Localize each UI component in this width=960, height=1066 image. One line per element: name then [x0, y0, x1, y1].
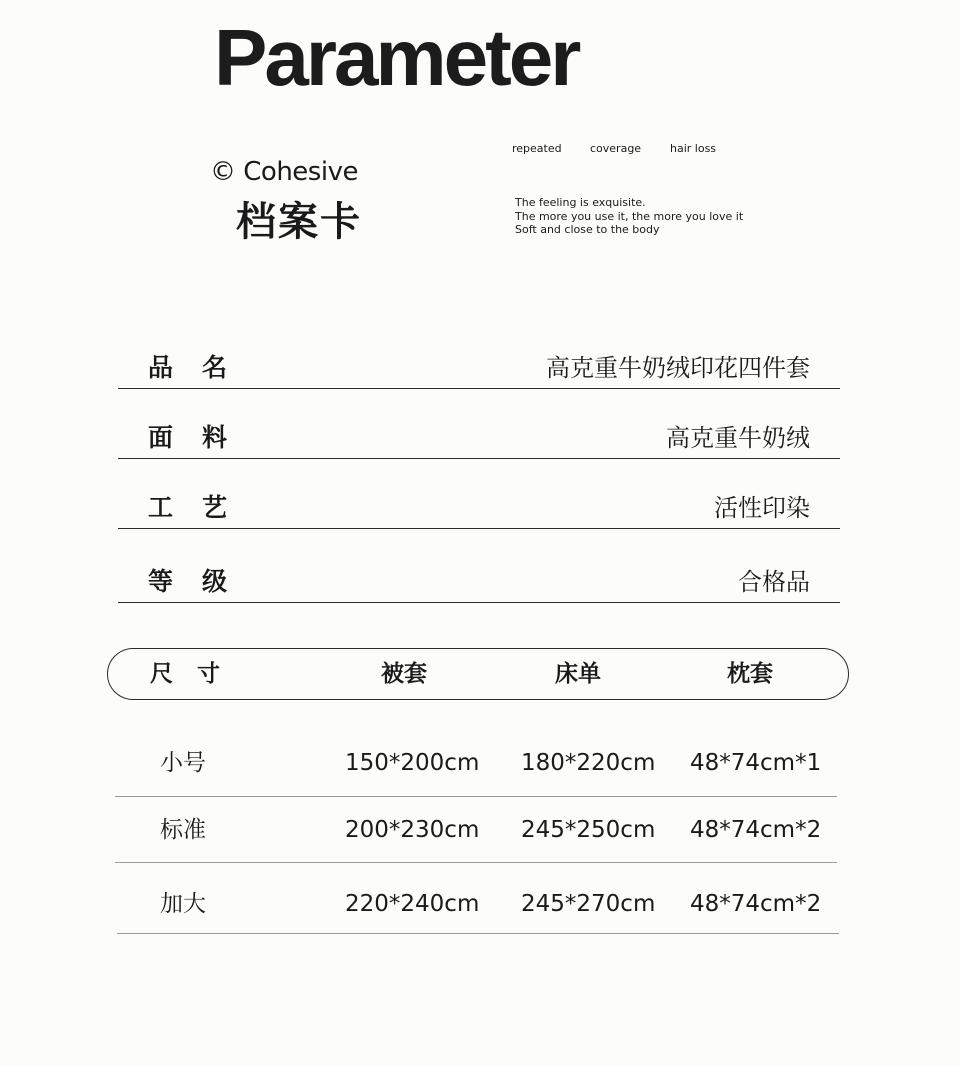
description-line: Soft and close to the body: [515, 223, 660, 236]
table-cell: 180*220cm: [521, 750, 656, 776]
column-header-sheet: 床单: [555, 661, 601, 687]
param-label: 等级: [148, 567, 257, 596]
param-label: 品名: [148, 353, 257, 382]
table-cell: 48*74cm*2: [690, 891, 822, 917]
table-cell: 150*200cm: [345, 750, 480, 776]
param-row-process: [118, 492, 840, 529]
param-row-name: [118, 352, 840, 389]
description-line: The more you use it, the more you love it: [515, 209, 744, 223]
page-title: Parameter: [214, 13, 579, 102]
row-divider: [115, 862, 837, 863]
column-header-pillowcase: 枕套: [727, 661, 773, 687]
param-row-fabric: [118, 422, 840, 459]
size-name: 加大: [160, 891, 206, 917]
size-name: 小号: [160, 750, 206, 776]
tag-coverage: coverage: [590, 142, 642, 155]
column-header-duvet: 被套: [381, 661, 427, 687]
param-value: 合格品: [738, 568, 810, 596]
table-cell: 48*74cm*1: [690, 750, 822, 776]
table-cell: 220*240cm: [345, 891, 480, 917]
param-row-grade: [118, 566, 840, 603]
row-divider: [117, 933, 839, 934]
table-cell: 48*74cm*2: [690, 817, 822, 843]
param-value: 活性印染: [714, 494, 810, 522]
param-value: 高克重牛奶绒: [666, 424, 810, 452]
table-cell: 245*250cm: [521, 817, 656, 843]
param-label: 面料: [148, 423, 257, 452]
size-header-label: 尺寸: [150, 661, 244, 687]
card-title: 档案卡: [236, 199, 362, 245]
description-line: The feeling is exquisite.: [515, 196, 646, 209]
table-cell: 200*230cm: [345, 817, 480, 843]
size-name: 标准: [160, 817, 206, 843]
description: [515, 196, 743, 237]
tag-hair-loss: hair loss: [670, 142, 717, 155]
size-table-header: [107, 648, 849, 700]
table-cell: 245*270cm: [521, 891, 656, 917]
row-divider: [115, 796, 837, 797]
tag-repeated: repeated: [512, 142, 562, 155]
param-value: 高克重牛奶绒印花四件套: [546, 354, 810, 382]
param-label: 工艺: [148, 493, 257, 522]
brand-name: © Cohesive: [210, 157, 358, 187]
